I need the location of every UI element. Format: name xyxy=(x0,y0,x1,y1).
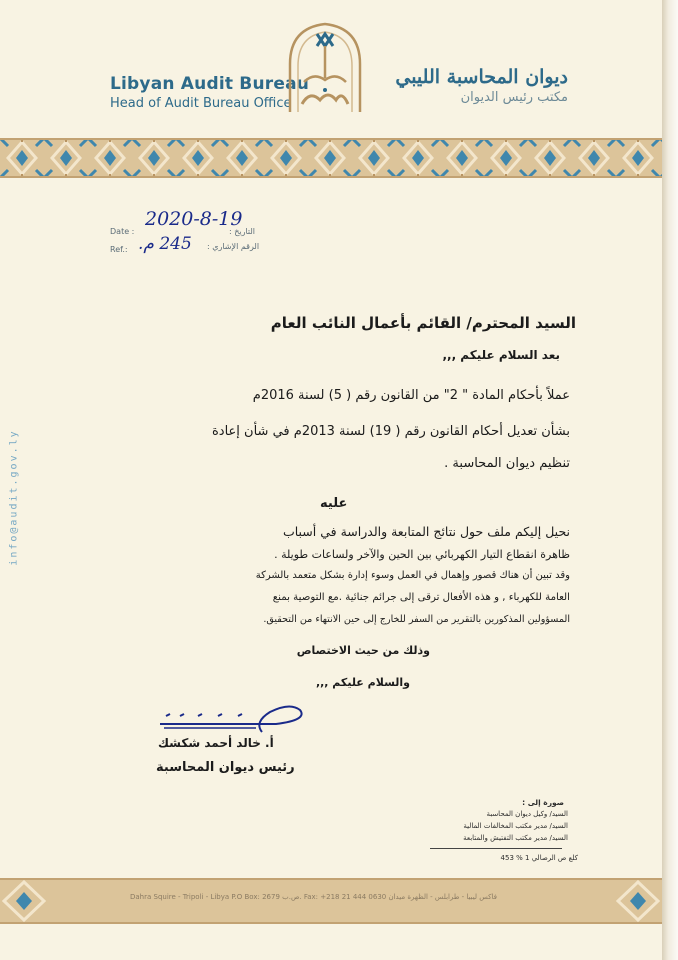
office-name-en: Head of Audit Bureau Office xyxy=(110,96,292,111)
signatory-title: رئيس ديوان المحاسبة xyxy=(156,760,295,775)
footer-ornament-band xyxy=(0,878,662,924)
org-name-en: Libyan Audit Bureau xyxy=(110,74,310,94)
audit-bureau-logo xyxy=(284,20,366,116)
closing-line-1: وذلك من حيث الاختصاص xyxy=(296,644,430,657)
greeting: بعد السلام عليكم ,,, xyxy=(442,348,560,362)
addressee: السيد المحترم/ القائم بأعمال النائب العام xyxy=(270,314,576,332)
para2-line2: ظاهرة انقطاع التيار الكهربائي بين الحين والآخر ولساعات طويلة . xyxy=(274,548,570,561)
signatory-name: أ. خالد أحمد شكشك xyxy=(158,736,274,750)
para2-line1: نحيل إليكم ملف حول نتائج المتابعة والدراسة في أسباب xyxy=(282,524,570,539)
cc-item: السيد/ مدير مكتب المخالفات المالية xyxy=(463,822,568,830)
archive-ref: كلع ص الرصالي 1 % 453 xyxy=(500,854,578,862)
ref-label-ar: الرقم الإشاري : xyxy=(207,242,260,251)
cc-item: السيد/ مدير مكتب التفتيش والمتابعة xyxy=(463,834,568,842)
header-ornament-band xyxy=(0,138,662,178)
date-label-ar: التاريخ : xyxy=(229,227,256,236)
side-email-strip xyxy=(4,400,24,600)
ref-value: 245 م. xyxy=(138,234,192,254)
handwritten-signature xyxy=(158,702,306,736)
letter-heading: عليه xyxy=(320,496,348,511)
page-edge xyxy=(662,0,678,960)
para2-line3: وقد تبين أن هناك قصور وإهمال في العمل وسوء إدارة بشكل متعمد بالشركة xyxy=(255,570,570,581)
date-label-en: Date : xyxy=(110,227,135,236)
para1-line2: بشأن تعديل أحكام القانون رقم ( 19) لسنة 2013م في شأن إعادة xyxy=(211,424,570,439)
header-english xyxy=(110,74,310,111)
cc-item: السيد/ وكيل ديوان المحاسبة xyxy=(486,810,568,818)
para2-line4: العامة للكهرباء , و هذه الأفعال ترقى إلى جرائم جنائية .مع التوصية بمنع xyxy=(272,592,570,603)
para1-line1: عملاً بأحكام المادة " 2" من القانون رقم ( 5) لسنة 2016م xyxy=(252,388,570,403)
header-arabic xyxy=(358,66,568,105)
date-value: 2020-8-19 xyxy=(145,208,243,230)
cc-divider xyxy=(430,848,562,849)
email-address: info@audit.gov.ly xyxy=(8,429,20,566)
closing-line-2: والسلام عليكم ,,, xyxy=(315,676,410,689)
ref-label-en: Ref.: xyxy=(110,245,128,254)
office-name-ar: مكتب رئيس الديوان xyxy=(460,90,568,105)
cc-heading: صورة إلى : xyxy=(522,798,564,807)
para1-line3: تنظيم ديوان المحاسبة . xyxy=(444,456,570,471)
para2-line5: المسؤولين المذكورين بالتقرير من السفر للخارج إلى حين الانتهاء من التحقيق. xyxy=(263,614,570,625)
footer-address: Dahra Squire - Tripoli - Libya P.O Box: 2679 ص.ب. Fax: +218 21 444 0630 فاكس ليبيا - طرابلس - الظهرة ميدان xyxy=(130,893,497,901)
org-name-ar: ديوان المحاسبة الليبي xyxy=(395,66,568,88)
